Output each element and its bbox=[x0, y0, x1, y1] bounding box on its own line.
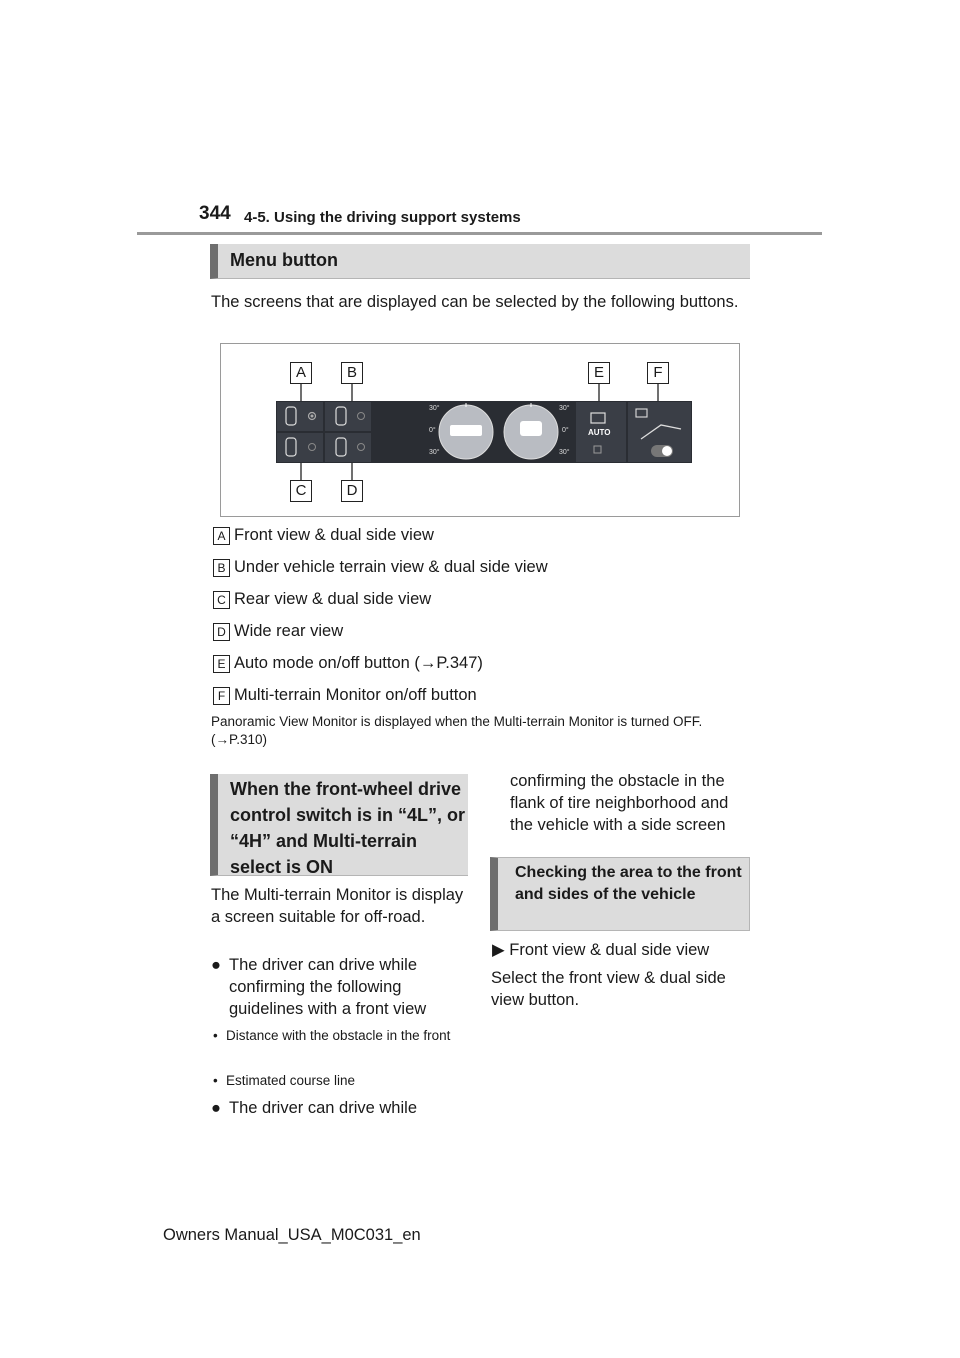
fourwd-intro: The Multi-terrain Monitor is display a screen suitable for off-road. bbox=[211, 886, 464, 926]
item-text: Under vehicle terrain view & dual side view bbox=[234, 558, 548, 576]
item-text: Front view & dual side view bbox=[234, 526, 434, 544]
callout-b: B bbox=[341, 362, 363, 384]
checking-subheading bbox=[492, 939, 752, 961]
fourwd-heading: When the front-wheel drive control switch is in “4L”, or “4H” and Multi-terrain select is ON bbox=[210, 774, 468, 876]
menu-intro-text: The screens that are displayed can be selected by the following buttons. bbox=[211, 293, 739, 311]
sub-dot: • bbox=[213, 1073, 218, 1088]
page-number: 344 bbox=[199, 203, 231, 224]
list-item bbox=[213, 558, 548, 577]
sub-text: Estimated course line bbox=[226, 1073, 356, 1088]
key-label: F bbox=[213, 687, 230, 705]
gauge-label-r2: 0° bbox=[562, 427, 569, 434]
chapter-title: 4-5. Using the driving support systems bbox=[244, 209, 521, 226]
key-label: D bbox=[213, 623, 230, 641]
checking-text: Select the front view & dual side view button. bbox=[491, 969, 726, 1009]
gauge-label-l2: 0° bbox=[429, 427, 436, 434]
bullet-text: The driver can drive while bbox=[229, 1099, 417, 1117]
header-rule bbox=[137, 232, 822, 235]
auto-label: AUTO bbox=[588, 428, 611, 437]
triangle-icon: ▶ bbox=[492, 941, 510, 959]
callout-d: D bbox=[341, 480, 363, 502]
item-text: Rear view & dual side view bbox=[234, 590, 432, 608]
gauge-label-l3: 30° bbox=[429, 449, 440, 456]
item-text[interactable]: Auto mode on/off button (→P.347) bbox=[234, 654, 483, 672]
subheading-text: Front view & dual side view bbox=[509, 941, 710, 959]
key-label: B bbox=[213, 559, 230, 577]
key-label: A bbox=[213, 527, 230, 545]
list-item bbox=[213, 622, 343, 641]
callout-c: C bbox=[290, 480, 312, 502]
list-item bbox=[213, 526, 434, 545]
bullet-continuation: confirming the obstacle in the flank of tire neighborhood and the vehicle with a side screen bbox=[510, 772, 729, 834]
item-text: Multi-terrain Monitor on/off button bbox=[234, 686, 477, 704]
menu-button-heading: Menu button bbox=[210, 244, 750, 279]
monitor-screen bbox=[276, 401, 692, 463]
gauge-label-r3: 30° bbox=[559, 449, 570, 456]
list-item bbox=[213, 686, 477, 705]
bullet-text: The driver can drive while confirming the following guidelines with a front view bbox=[229, 956, 427, 1018]
menu-figure bbox=[220, 343, 740, 517]
callout-e: E bbox=[588, 362, 610, 384]
list-item bbox=[213, 654, 483, 673]
panoramic-note[interactable]: Panoramic View Monitor is displayed when the Multi-terrain Monitor is turned OFF. (→P.310) bbox=[211, 714, 703, 747]
sub-dot: • bbox=[213, 1028, 218, 1043]
gauge-label-l1: 30° bbox=[429, 405, 440, 412]
callout-f: F bbox=[647, 362, 669, 384]
sub-text: Distance with the obstacle in the front bbox=[226, 1028, 451, 1043]
key-label: E bbox=[213, 655, 230, 673]
item-text: Wide rear view bbox=[234, 622, 344, 640]
monitor-graphics bbox=[276, 401, 692, 463]
callout-a: A bbox=[290, 362, 312, 384]
checking-heading: Checking the area to the front and sides of the vehicle bbox=[490, 857, 750, 931]
footer-text: Owners Manual_USA_M0C031_en bbox=[163, 1226, 421, 1244]
key-label: C bbox=[213, 591, 230, 609]
gauge-label-r1: 30° bbox=[559, 405, 570, 412]
list-item bbox=[213, 590, 431, 609]
bullet-dot: ● bbox=[211, 1099, 221, 1117]
bullet-dot: ● bbox=[211, 956, 221, 974]
